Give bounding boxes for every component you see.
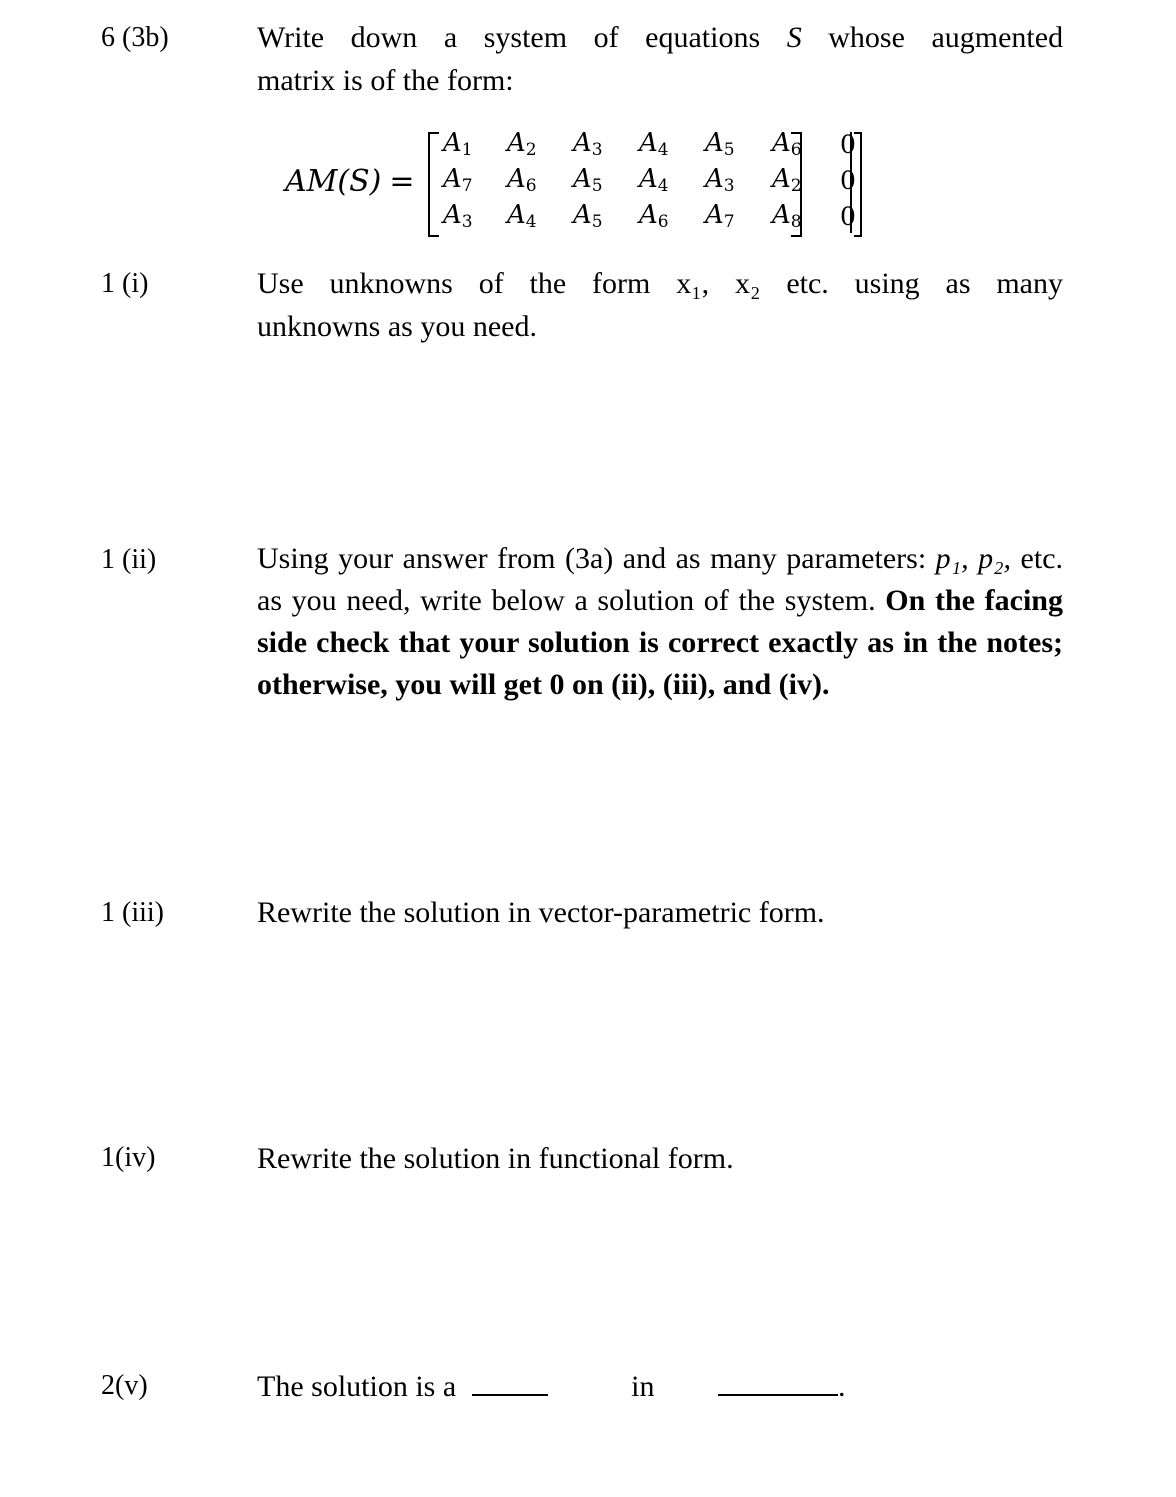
part-iii-mark: 1 (iii) <box>101 897 164 928</box>
matrix-entry: $A_4$ <box>639 128 669 160</box>
matrix-entry: $A_5$ <box>573 200 603 232</box>
answer-blank-1[interactable] <box>472 1366 548 1396</box>
matrix-entry: $A_1$ <box>443 128 473 160</box>
part-i-text <box>257 262 1063 348</box>
matrix-entry: $A_4$ <box>639 164 669 196</box>
matrix-entry: $A_8$ <box>772 200 802 232</box>
part-ii-text: Using your answer from (3a) and as many parameters: p₁, p₂, etc. as you need, write below a solution of the system. On the facing side check that your solution is correct exactly as in the notes; otherwise, you will get 0 on (ii), (iii), and (iv). <box>257 542 1064 701</box>
part-v-text: The solution is a in . <box>257 1365 1063 1408</box>
matrix-entry: $A_7$ <box>443 164 473 196</box>
part-ii-mark: 1 (ii) <box>101 544 157 575</box>
matrix-entry: $A_6$ <box>639 200 669 232</box>
question-mark-6-3b: 6 (3b) <box>101 22 169 53</box>
matrix-rhs-entry: 0 <box>840 130 856 159</box>
matrix-rhs-entry: 0 <box>840 166 856 195</box>
answer-blank-2[interactable] <box>718 1366 838 1396</box>
matrix-rhs-entry: 0 <box>840 202 856 231</box>
matrix-entry: $A_3$ <box>705 164 735 196</box>
part-i-mark: 1 (i) <box>101 268 149 299</box>
matrix-entry: $A_2$ <box>772 164 802 196</box>
matrix-left-bracket <box>428 132 439 237</box>
matrix-entry: $A_5$ <box>705 128 735 160</box>
intro-line-2: matrix is of the form: <box>257 64 514 97</box>
question-6b-intro <box>257 16 1063 102</box>
part-i-line-2: unknowns as you need. <box>257 310 537 343</box>
matrix-label: AM(S) = <box>285 164 415 199</box>
matrix-entry: $A_2$ <box>507 128 537 160</box>
matrix-entry: $A_6$ <box>772 128 802 160</box>
matrix-entry: $A_6$ <box>507 164 537 196</box>
matrix-entry: $A_3$ <box>443 200 473 232</box>
part-i-line-1: Use unknowns of the form x₁, x₂ etc. using as many <box>257 267 1063 300</box>
matrix-entry: $A_5$ <box>573 164 603 196</box>
matrix-entry: $A_3$ <box>573 128 603 160</box>
matrix-entry: $A_4$ <box>507 200 537 232</box>
part-iv-mark: 1(iv) <box>101 1142 156 1173</box>
intro-line-1: Write down a system of equations S whose augmented <box>257 21 1064 54</box>
part-v-mark: 2(v) <box>101 1370 148 1401</box>
part-iv-text: Rewrite the solution in functional form. <box>257 1142 734 1175</box>
matrix-entry: $A_7$ <box>705 200 735 232</box>
part-iii-text: Rewrite the solution in vector-parametric form. <box>257 896 825 929</box>
